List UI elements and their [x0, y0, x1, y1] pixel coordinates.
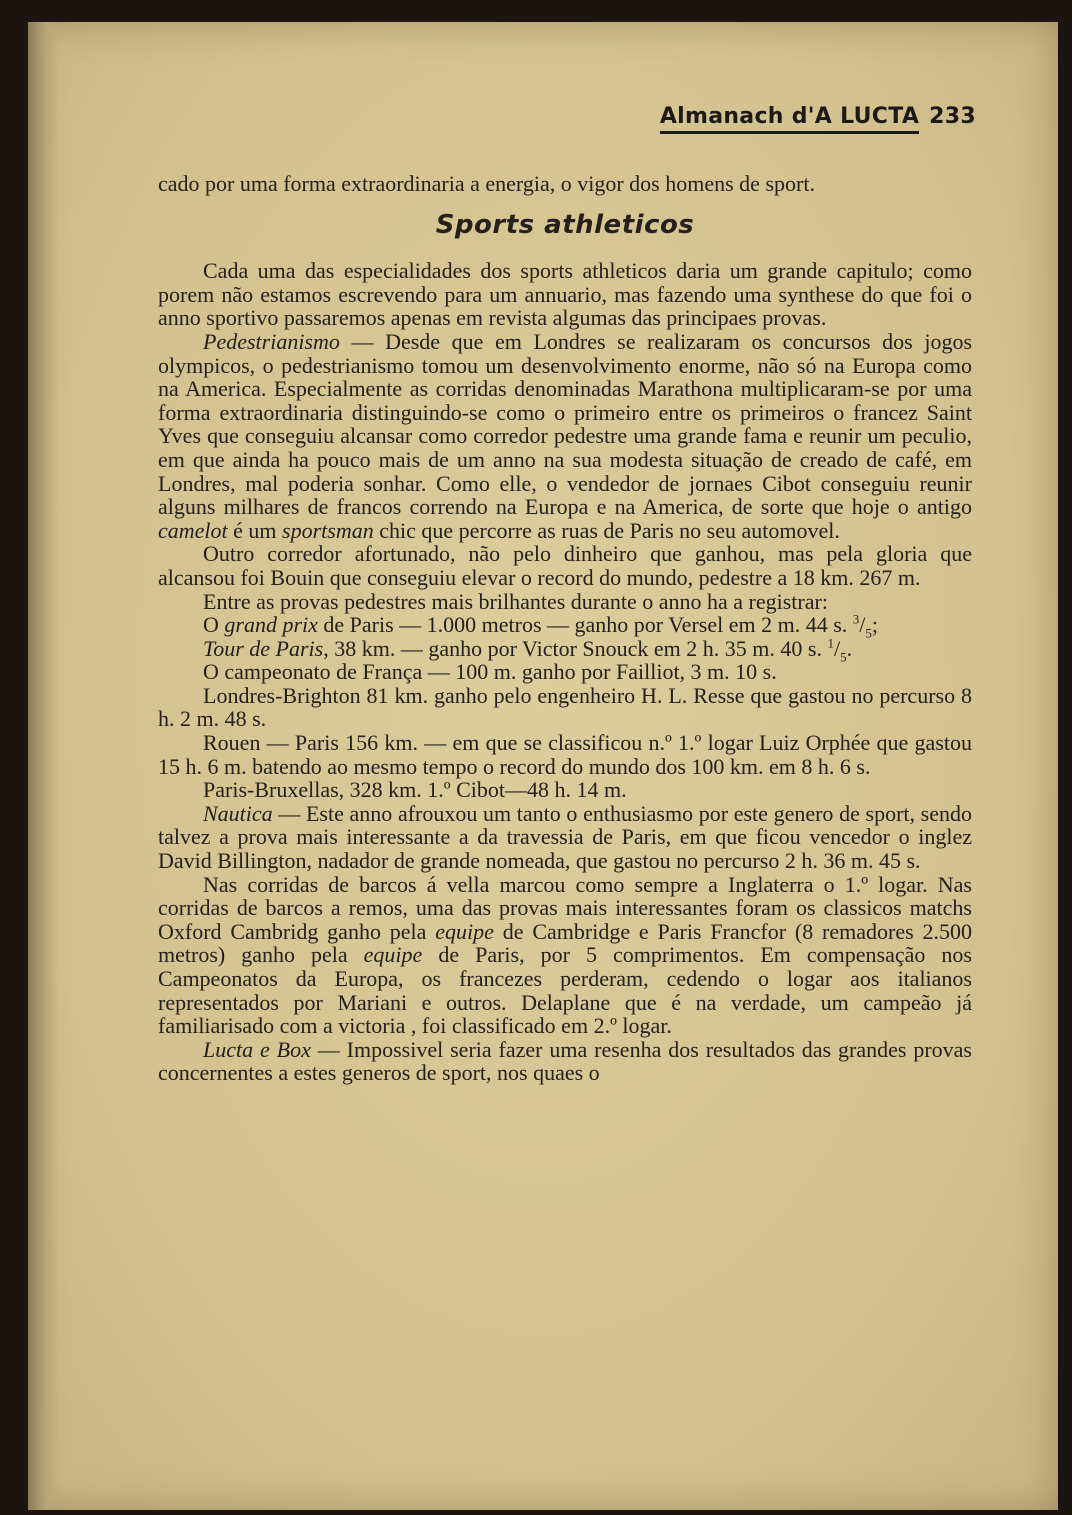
result-londres-brighton	[158, 684, 972, 731]
text-run: O	[203, 612, 225, 638]
text-run: Cada uma das especialidades dos sports athleticos daria um grande capitulo; como porem não estamos escrevendo para um annuario, mas fazendo uma synthese do que foi o anno sportivo passaremos apenas em revista algumas das principaes provas.	[158, 258, 972, 331]
paragraph-continuation	[158, 172, 972, 196]
heading-text: Sports athleticos	[435, 209, 695, 240]
fraction-slash: /	[833, 635, 841, 661]
result-tour-de-paris	[158, 635, 972, 665]
fraction-denominator: 5	[840, 649, 847, 665]
text-run: Londres-Brighton 81 km. ganho pelo engenheiro H. L. Resse que gastou no percurso 8 h. 2 m. 48 s.	[158, 682, 972, 732]
text-run: , 38 km. — ganho por Victor Snouck em 2 h. 35 m. 40 s.	[323, 635, 828, 661]
publication-title: Almanach d'A LUCTA	[660, 104, 919, 134]
italic-run: camelot	[158, 517, 228, 543]
text-run: O campeonato de França — 100 m. ganho por Failliot, 3 m. 10 s.	[203, 659, 777, 685]
fraction-slash: /	[859, 612, 866, 638]
text-run: Rouen — Paris 156 km. — em que se classificou n.º 1.º logar Luiz Orphée que gastou 15 h. 6 m. batendo ao mesmo tempo o record do mundo dos 100 km. em 8 h. 6 s.	[158, 730, 972, 779]
paragraph-provas-intro	[158, 590, 972, 614]
italic-run: equipe	[363, 942, 423, 968]
text-run: é um	[227, 517, 283, 543]
result-grand-prix	[158, 611, 972, 641]
text-run: .	[846, 635, 853, 661]
italic-run: sportsman	[282, 517, 374, 543]
text-run: Nas corridas de barcos á vella marcou como sempre a Inglaterra o 1.º logar. Nas corridas de barcos a remos, uma das provas mais interessantes foram os classicos matchs Oxford Cambridg ganho pela	[158, 871, 972, 944]
result-rouen-paris	[158, 731, 972, 778]
text-run: Outro corredor afortunado, não pelo dinheiro que ganhou, mas pela gloria que alcansou foi Bouin que conseguiu elevar o record do mundo, pedestre a 18 km. 267 m.	[158, 541, 972, 590]
result-campeonato-franca	[158, 660, 972, 684]
italic-run: Lucta e Box	[203, 1036, 311, 1062]
result-paris-bruxellas	[158, 778, 972, 802]
text-run: Paris-Bruxellas, 328 km. 1.º Cibot—48 h. 14 m.	[203, 777, 627, 803]
fraction-numerator: 3	[852, 611, 860, 627]
page-number: 233	[929, 104, 976, 129]
text-run: de Cambridge e Paris Francfor (8 remadores 2.500 metros) ganho pela	[158, 918, 972, 968]
body-text	[158, 172, 972, 1085]
text-run: de Paris — 1.000 metros — ganho por Versel em 2 m. 44 s.	[317, 612, 853, 638]
paragraph-pedestrianismo	[158, 330, 972, 542]
italic-run: Nautica	[203, 800, 273, 826]
text-run: ;	[871, 612, 879, 638]
paragraph-bouin	[158, 542, 972, 589]
paragraph-intro	[158, 259, 972, 330]
italic-run: equipe	[435, 918, 494, 944]
text-run: Entre as provas pedestres mais brilhantes durante o anno ha a registrar:	[203, 588, 828, 614]
text-run: chic que percorre as ruas de Paris no seu automovel.	[373, 517, 840, 543]
text-run: — Desde que em Londres se realizaram os concursos dos jogos olympicos, o pedestrianismo tomou um desenvolvimento enorme, não só na Europa como na America. Especialmente as corridas denominadas Marathona multiplicaram-se por uma forma extraordinaria distinguindo-se como o primeiro entre os primeiros o francez Saint Yves que conseguiu alcansar como corredor pedestre uma grande fama e reunir um peculio, em que ainda ha pouco mais de um anno na sua modesta situação de creado de café, em Londres, mal poderia sonhar. Como elle, o vendedor de jornaes Cibot conseguiu reunir alguns milhares de francos correndo na Europa e na America, de sorte que hoje o antigo	[158, 328, 972, 520]
fraction-numerator: 1	[827, 635, 834, 651]
paragraph-barcos	[158, 873, 972, 1038]
section-heading	[158, 209, 972, 240]
running-head	[660, 104, 976, 134]
italic-run: Tour de Paris	[203, 635, 324, 661]
fraction-denominator: 5	[865, 625, 872, 641]
page-spine-shadow	[28, 22, 58, 1510]
text-run: cado por uma forma extraordinaria a energia, o vigor dos homens de sport.	[158, 171, 815, 196]
text-run: — Impossivel seria fazer uma resenha dos resultados das grandes provas concernentes a estes generos de sport, nos quaes o	[158, 1036, 972, 1086]
italic-run: grand prix	[224, 612, 318, 638]
paragraph-lucta-box	[158, 1038, 972, 1085]
text-run: de Paris, por 5 comprimentos. Em compensação nos Campeonatos da Europa, os francezes perderam, cedendo o logar aos italianos representados por Mariani e outros. Delaplane que é na verdade, um campeão já familiarisado com a victoria , foi classificado em 2.º logar.	[158, 942, 972, 1039]
italic-run: Pedestrianismo	[203, 328, 340, 354]
book-page	[28, 22, 1058, 1510]
text-run: — Este anno afrouxou um tanto o enthusiasmo por este genero de sport, sendo talvez a prova mais interessante a da travessia de Paris, em que ficou vencedor o inglez David Billington, nadador de grande nomeada, que gastou no percurso 2 h. 36 m. 45 s.	[158, 800, 972, 874]
paragraph-nautica	[158, 802, 972, 873]
